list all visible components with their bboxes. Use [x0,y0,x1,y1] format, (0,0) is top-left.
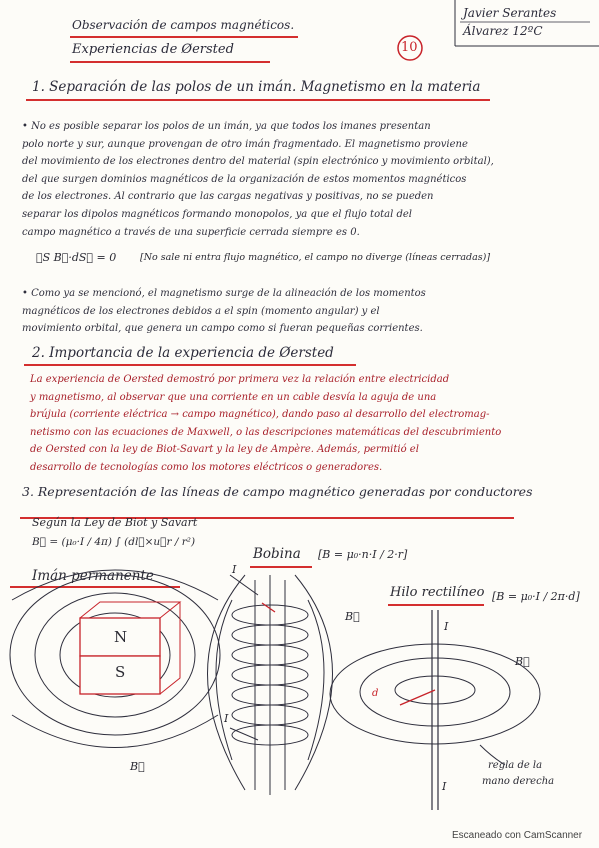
page-subtitle: Experiencias de Øersted [72,42,234,57]
section1-lines-line: campo magnético a través de una superficie cerrada siempre es 0. [22,226,360,238]
right-hand-rule-label-1: regla de la [488,760,543,771]
coil-current-label: I [232,563,237,576]
grade-mark: 10 [401,40,418,55]
section1-lines-line: de los electrones. Al contrario que las cargas negativas y positivas, no se pueden [22,191,434,203]
section3-heading: 3. Representación de las líneas de campo magnético generadas por conductores [22,484,533,499]
coil-formula: [B = μ₀·n·I / 2·r] [318,548,408,561]
student-name: Javier Serantes [463,6,557,20]
section2-heading: 2. Importancia de la experiencia de Øersted [32,345,334,361]
wire-current-label: I [444,620,449,633]
coil-field-label: B⃗ [345,610,360,623]
section2-lines-line: de Oersted con la ley de Biot-Savart y la ley de Ampère. Además, permitió el [30,444,419,456]
section1-lines2-line: magnéticos de los electrones debidos a el spin (momento angular) y el [22,305,380,317]
section1-lines-line: • No es posible separar los polos de un imán, ya que todos los imanes presentan [22,121,431,132]
right-hand-rule-label-2: mano derecha [482,776,555,787]
section2-lines-line: La experiencia de Oersted demostró por primera vez la relación entre electricidad [30,374,450,385]
biot-savart-title: Según la Ley de Biot y Savart [32,516,198,529]
section1-heading: 1. Separación de las polos de un imán. Magnetismo en la materia [32,79,481,95]
section1-lines-line: polo norte y sur, aunque provengan de otro imán fragmentado. El magnetismo proviene [22,138,468,150]
magnet-field-label: B⃗ [130,760,145,773]
section1-lines-line: separar los dipolos magnéticos formando monopolos, ya que el flujo total del [22,208,412,220]
scanner-watermark: Escaneado con CamScanner [452,830,583,841]
north-pole-label: N [114,628,128,646]
section2-lines-line: y magnetismo, al observar que una corriente en un cable desvía la aguja de una [30,391,437,403]
section2-lines-line: brújula (corriente eléctrica → campo magnético), dando paso al desarrollo del electromag- [30,409,490,421]
south-pole-label: S [115,663,126,681]
wire-formula: [B = μ₀·I / 2π·d] [492,590,580,603]
flux-formula: ∮S B⃗·dS⃗ = 0 [36,251,117,264]
section1-lines-line: del que surgen dominios magnéticos de la organización de estos momentos magnéticos [22,173,467,185]
section1-lines2-line: • Como ya se mencionó, el magnetismo surge de la alineación de los momentos [22,288,426,299]
biot-savart-formula: B⃗ = (μ₀·I / 4π) ∫ (dl⃗×u⃗r / r²) [32,536,196,548]
section1-lines-line: del movimiento de los electrones dentro del material (spin electrónico y movimiento orbital), [22,156,494,168]
magnet-title: Imán permanente [32,568,154,584]
page-title: Observación de campos magnéticos. [72,18,295,32]
flux-formula-note: [No sale ni entra flujo magnético, el campo no diverge (líneas cerradas)] [140,252,491,263]
coil-title: Bobina [253,546,301,562]
coil-current-label-2: I [224,712,229,725]
student-class: Álvarez 12ºC [463,24,543,38]
section2-lines-line: desarrollo de tecnologías como los motores eléctricos o generadores. [30,461,383,473]
wire-current-label-2: I [442,780,447,793]
wire-field-label: B⃗ [515,655,530,668]
wire-title: Hilo rectilíneo [390,585,485,600]
section1-lines2-line: movimiento orbital, que genera un campo como si fueran pequeñas corrientes. [22,323,423,335]
distance-label: d [372,688,379,699]
section2-lines-line: netismo con las ecuaciones de Maxwell, o las descripciones matemáticas del descubrimiento [30,426,502,438]
